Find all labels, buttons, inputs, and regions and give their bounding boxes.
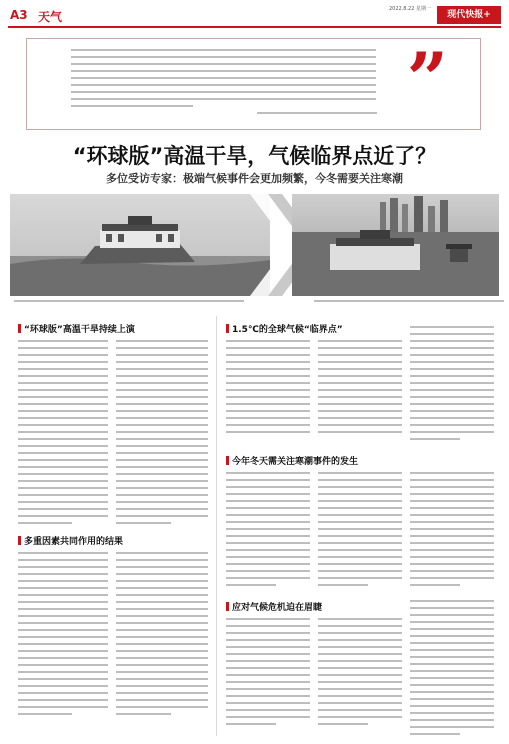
intro-byline [257,112,377,114]
section-title-3: 1.5℃的全球气候“临界点” [226,322,343,335]
section-title-4: 今年冬天需关注寒潮事件的发生 [226,454,358,467]
photo-caption-left [14,300,244,302]
column-divider [216,316,217,736]
photo-caption-right [314,300,504,302]
page-header [8,6,501,28]
section-1-col-b [116,340,208,529]
section-5-col-b [318,618,402,730]
section-2-col-b [116,552,208,720]
headline: “环球版”高温干旱，气候临界点近了？ [72,144,437,168]
masthead-logo: 现代快报+ [437,6,501,24]
section-title-1: “环球版”高温干旱持续上演 [18,322,135,335]
section-2-col-a [18,552,108,720]
section-title-5: 应对气候危机迫在眉睫 [226,600,322,613]
quote-mark-icon: ” [406,36,448,121]
section-3-col-c [410,326,494,445]
page-number: A3 [10,8,28,22]
section-3-col-b [318,340,402,438]
section-5-col-a [226,618,310,730]
subheadline: 多位受访专家：极端气候事件会更加频繁，今冬需要关注寒潮 [106,172,403,185]
intro-box [26,38,481,130]
comparison-photo [10,194,499,296]
section-title-2: 多重因素共同作用的结果 [18,534,123,547]
section-5-col-c [410,600,494,740]
intro-text-block [71,49,376,112]
section-4-col-b [318,472,402,591]
section-4-col-a [226,472,310,591]
section-1-col-a [18,340,108,529]
section-3-col-a [226,340,310,438]
section-4-col-c [410,472,494,591]
photo-illustration [10,194,499,296]
section-name: 天气 [38,10,63,24]
issue-date: 2022.8.22 星期一 [388,6,431,12]
